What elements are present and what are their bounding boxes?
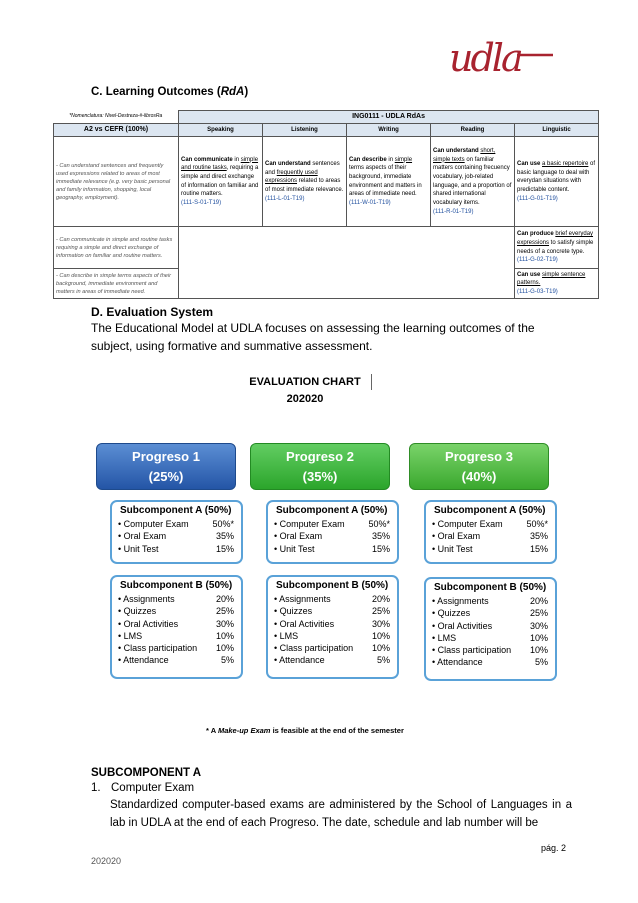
makeup-exam-note: * A Make-up Exam is feasible at the end of the semester — [206, 726, 404, 735]
rda-table-title: ING0111 - UDLA RdAs — [179, 111, 599, 124]
progreso-2-subcomponent-a: Subcomponent A (50%) • Computer Exam 50%* • Oral Exam 35% • Unit Test 15% — [266, 500, 399, 564]
speaking-cell: Can communicate in simple and routine tasks, requiring a simple and direct exchange of information on familiar and routine matters. (111-S-01-T19) — [179, 137, 263, 227]
nomenclature-note: *Nomenclatura: Nivel-Destreza-#-librosRa — [69, 113, 163, 120]
outcome-2: - Can communicate in simple and routine tasks requiring a simple and direct exchange of information on familiar and routine matters. — [54, 227, 179, 269]
level-header: A2 vs CEFR (100%) — [54, 124, 179, 137]
subcomponent-a-heading: SUBCOMPONENT A — [91, 767, 202, 779]
progreso-2-header: Progreso 2 (35%) — [250, 443, 390, 490]
evaluation-chart-title: EVALUATION CHART 202020 — [249, 376, 361, 405]
reading-cell: Can understand short, simple texts on familiar matters containing frecuency vocabulary, job-related language, and a proportion of shared international vocabulary items. (111-R-01-T19) — [431, 137, 515, 227]
section-c-heading: C. Learning Outcomes (RdA) — [91, 86, 249, 98]
writing-cell: Can describe in simple terms aspects of their background, immediate environment and matters in areas of immediate need. (111-W-01-T19) — [347, 137, 431, 227]
linguistic-cell-3: Can use simple sentence patterns. (111-G-03-T19) — [515, 269, 599, 299]
skill-header-listening: Listening — [263, 124, 347, 137]
empty-span — [179, 269, 515, 299]
empty-span — [179, 227, 515, 269]
linguistic-cell-2: Can produce brief everyday expressions to satisfy simple needs of a concrete type. (111-G-02-T19) — [515, 227, 599, 269]
linguistic-cell-1: Can use a basic repertoire of basic language to deal with everydan situations with predictable content. (111-G-01-T19) — [515, 137, 599, 227]
section-d-paragraph: The Educational Model at UDLA focuses on assessing the learning outcomes of the subject, using formative and summative assessment. — [91, 321, 535, 353]
computer-exam-paragraph: Standardized computer-based exams are administered by the School of Languages in a lab in UDLA at the end of each Progreso. The date, schedule and lab number will be — [110, 799, 572, 829]
udla-logo — [447, 33, 557, 83]
progreso-1-subcomponent-a: Subcomponent A (50%) • Computer Exam 50%* • Oral Exam 35% • Unit Test 15% — [110, 500, 243, 564]
skill-header-linguistic: Linguistic — [515, 124, 599, 137]
progreso-2-subcomponent-b: Subcomponent B (50%) • Assignments 20% • Quizzes 25% • Oral Activities 30% • LMS 10% • Class participation 10% • Attendance 5% — [266, 575, 399, 679]
progreso-3-header: Progreso 3 (40%) — [409, 443, 549, 490]
svg-text:udla: udla — [449, 36, 521, 80]
skill-header-reading: Reading — [431, 124, 515, 137]
listening-cell: Can understand sentences and frequently used expressions related to areas of most immediate relevance. (111-L-01-T19) — [263, 137, 347, 227]
outcome-1: - Can understand sentences and frequently used expressions related to areas of most immediate relevance (e.g. very basic personal and family information, shopping, local geography, employment). — [54, 137, 179, 227]
rda-table — [53, 110, 599, 299]
page-number: pág. 2 — [541, 843, 567, 853]
computer-exam-item: 1. Computer Exam — [91, 782, 195, 794]
skill-header-speaking: Speaking — [179, 124, 263, 137]
footer-year: 202020 — [91, 856, 122, 866]
progreso-1-subcomponent-b: Subcomponent B (50%) • Assignments 20% • Quizzes 25% • Oral Activities 30% • LMS 10% • Class participation 10% • Attendance 5% — [110, 575, 243, 679]
progreso-3-subcomponent-b: Subcomponent B (50%) • Assignments 20% • Quizzes 25% • Oral Activities 30% • LMS 10% • Class participation 10% • Attendance 5% — [424, 577, 557, 681]
progreso-3-subcomponent-a: Subcomponent A (50%) • Computer Exam 50%* • Oral Exam 35% • Unit Test 15% — [424, 500, 557, 564]
section-d-heading: D. Evaluation System — [91, 305, 214, 319]
skill-header-writing: Writing — [347, 124, 431, 137]
outcome-3: - Can describe in simple terms aspects of their background, immediate environment and matters in areas of immediate need. — [54, 269, 179, 299]
progreso-1-header: Progreso 1 (25%) — [96, 443, 236, 490]
text-cursor — [371, 374, 372, 390]
